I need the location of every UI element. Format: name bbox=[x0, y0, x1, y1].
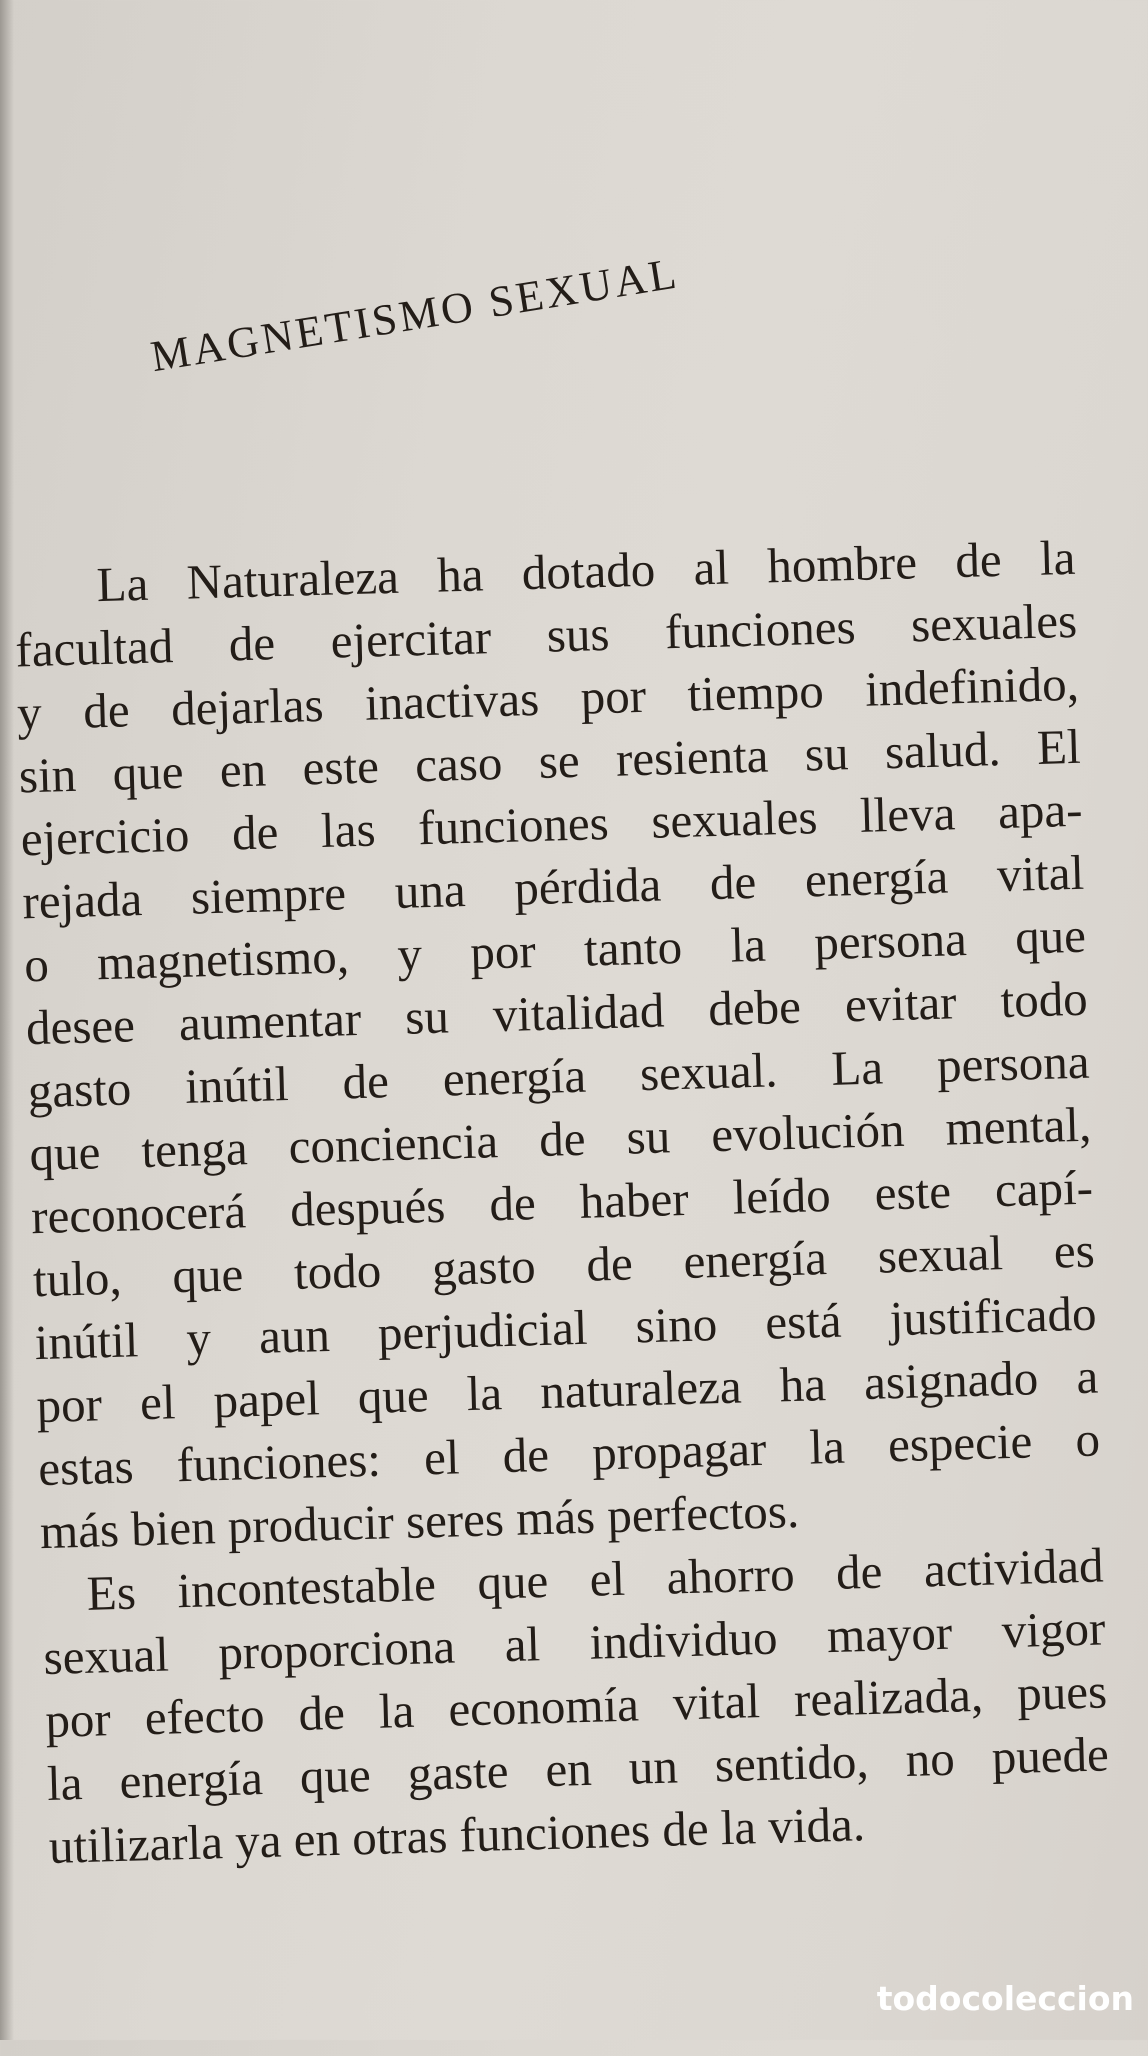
text-line: la energía que gaste en un sentido, no puede bbox=[46, 1726, 1110, 1811]
text-line: más bien producir seres más perfectos. bbox=[39, 1482, 800, 1560]
text-line: inútil y aun perjudicial sino está justificado bbox=[34, 1285, 1098, 1371]
text-line: o magnetismo, y por tanto la persona que bbox=[23, 907, 1087, 993]
text-line: y de dejarlas inactivas por tiempo indefinido, bbox=[16, 655, 1080, 741]
text-line: desee aumentar su vitalidad debe evitar todo bbox=[25, 970, 1089, 1056]
text-line: rejada siempre una pérdida de energía vital bbox=[21, 844, 1085, 930]
text-line: facultad de ejercitar sus funciones sexuales bbox=[14, 592, 1078, 678]
chapter-title: MAGNETISMO SEXUAL bbox=[147, 248, 683, 382]
text-line: por efecto de la economía vital realizada, pues bbox=[44, 1663, 1108, 1749]
text-line: estas funciones: el de propagar la especie o bbox=[37, 1411, 1101, 1497]
text-line: Es incontestable que el ahorro de actividad bbox=[86, 1537, 1105, 1621]
chapter-body bbox=[13, 525, 1130, 1878]
text-line: sexual proporciona al individuo mayor vigor bbox=[42, 1600, 1106, 1686]
text-line: tulo, que todo gasto de energía sexual es bbox=[32, 1222, 1096, 1308]
text-line: sin que en este caso se resienta su salud. El bbox=[18, 718, 1082, 804]
text-line: gasto inútil de energía sexual. La persona bbox=[26, 1033, 1091, 1119]
watermark-logo: todocoleccion bbox=[876, 1979, 1134, 2018]
text-line: utilizarla ya en otras funciones de la vida. bbox=[48, 1796, 866, 1874]
text-line: ejercicio de las funciones sexuales lleva apa- bbox=[19, 781, 1084, 867]
text-line: que tenga conciencia de su evolución mental, bbox=[28, 1096, 1092, 1182]
text-line: reconocerá después de haber leído este capí- bbox=[30, 1159, 1094, 1245]
text-line: La Naturaleza ha dotado al hombre de la bbox=[95, 529, 1077, 613]
text-line: por el papel que la naturaleza ha asignado a bbox=[35, 1348, 1099, 1434]
